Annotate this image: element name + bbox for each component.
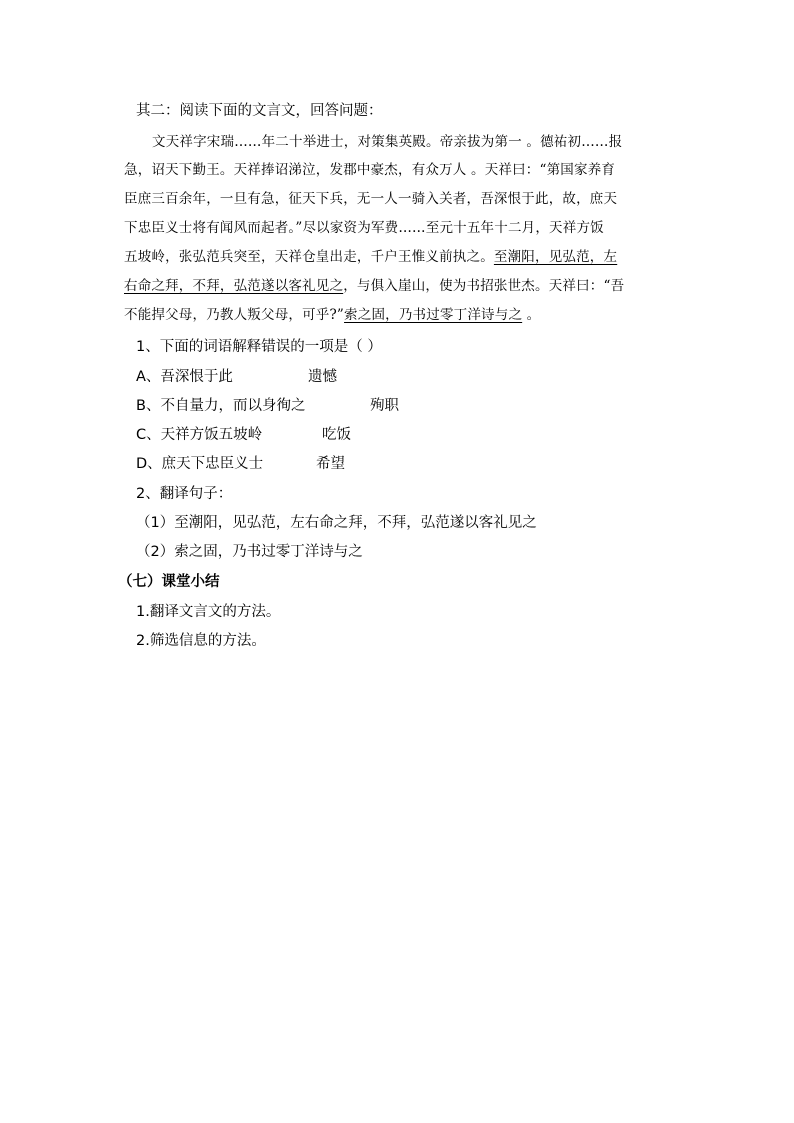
- passage-line: 文天祥字宋瑞……年二十举进士，对策集英殿。帝亲拔为第一 。德祐初……报: [152, 134, 623, 150]
- passage-text: 不能捍父母，乃教人叛父母，可乎?”: [124, 307, 345, 323]
- option-d-meaning: 希望: [316, 456, 345, 472]
- translation-item: （2）索之固，乃书过零丁洋诗与之: [136, 544, 363, 560]
- translation-item: （1）至潮阳，见弘范，左右命之拜，不拜，弘范遂以客礼见之: [136, 515, 537, 531]
- question-stem: 2、翻译句子：: [136, 486, 233, 502]
- underlined-sentence: 索之固，乃书过零丁洋诗与之: [344, 307, 523, 323]
- section-heading: 其二：阅读下面的文言文，回答问题：: [136, 103, 383, 119]
- passage-line: 臣庶三百余年，一旦有急，征天下兵，无一人一骑入关者，吾深恨于此，故，庶天: [124, 191, 618, 207]
- summary-item: 2.筛选信息的方法。: [136, 633, 266, 649]
- passage-text: 五坡岭，张弘范兵突至，天祥仓皇出走，千户王惟义前执之。: [124, 249, 494, 265]
- passage-line: [124, 275, 624, 297]
- underlined-sentence: 右命之拜，不拜，弘范遂以客礼见之: [124, 278, 344, 294]
- passage-line: 急，诏天下勤王。天祥捧诏涕泣，发郡中豪杰，有众万人 。天祥曰：“第国家养育: [124, 162, 616, 178]
- option-a-text: A、吾深恨于此: [136, 369, 233, 385]
- option-c-meaning: 吃饭: [322, 427, 351, 443]
- passage-text: 。: [522, 307, 541, 323]
- option-a-meaning: 遗憾: [308, 369, 337, 385]
- option-c-text: C、天祥方饭五坡岭: [136, 427, 263, 443]
- passage-line: [124, 304, 540, 326]
- question-stem: 1、下面的词语解释错误的一项是（ ）: [136, 339, 382, 355]
- passage-line: [124, 246, 617, 268]
- summary-heading: （七）课堂小结: [118, 574, 220, 590]
- passage-text: ，与俱入崖山，使为书招张世杰。天祥曰：“吾: [343, 278, 625, 294]
- underlined-sentence: 至潮阳，见弘范，左: [493, 249, 618, 265]
- passage-line: 下忠臣义士将有闻风而起者。”尽以家资为军费……至元十五年十二月，天祥方饭: [124, 220, 604, 236]
- option-d-text: D、庶天下忠臣义士: [136, 456, 264, 472]
- option-b-meaning: 殉职: [370, 398, 399, 414]
- summary-item: 1.翻译文言文的方法。: [136, 604, 281, 620]
- option-b-text: B、不自量力，而以身徇之: [136, 398, 306, 414]
